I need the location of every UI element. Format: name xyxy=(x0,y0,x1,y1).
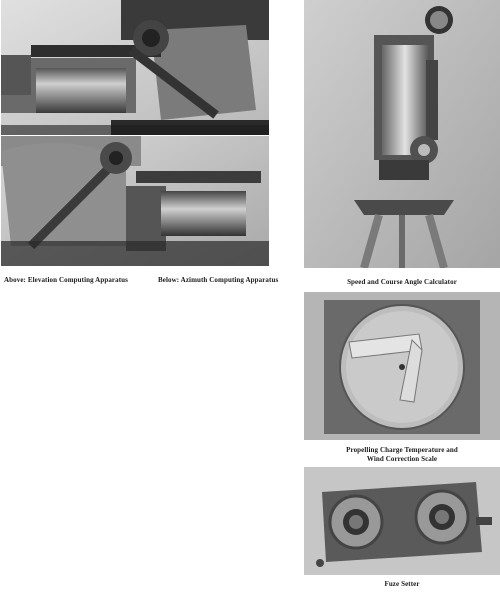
elevation-apparatus-photo xyxy=(1,0,269,135)
correction-scale-photo xyxy=(304,292,500,440)
fuze-setter-caption: Fuze Setter xyxy=(384,580,420,588)
speed-course-calculator-photo xyxy=(304,0,500,268)
elevation-caption: Above: Elevation Computing Apparatus xyxy=(4,276,128,284)
correction-scale-caption-1: Propelling Charge Temperature and xyxy=(346,446,458,454)
azimuth-apparatus-photo xyxy=(1,136,269,266)
azimuth-caption: Below: Azimuth Computing Apparatus xyxy=(158,276,279,284)
fuze-setter-photo xyxy=(304,467,500,575)
correction-scale-caption-2: Wind Correction Scale xyxy=(366,455,438,463)
speed-course-caption: Speed and Course Angle Calculator xyxy=(347,278,457,286)
